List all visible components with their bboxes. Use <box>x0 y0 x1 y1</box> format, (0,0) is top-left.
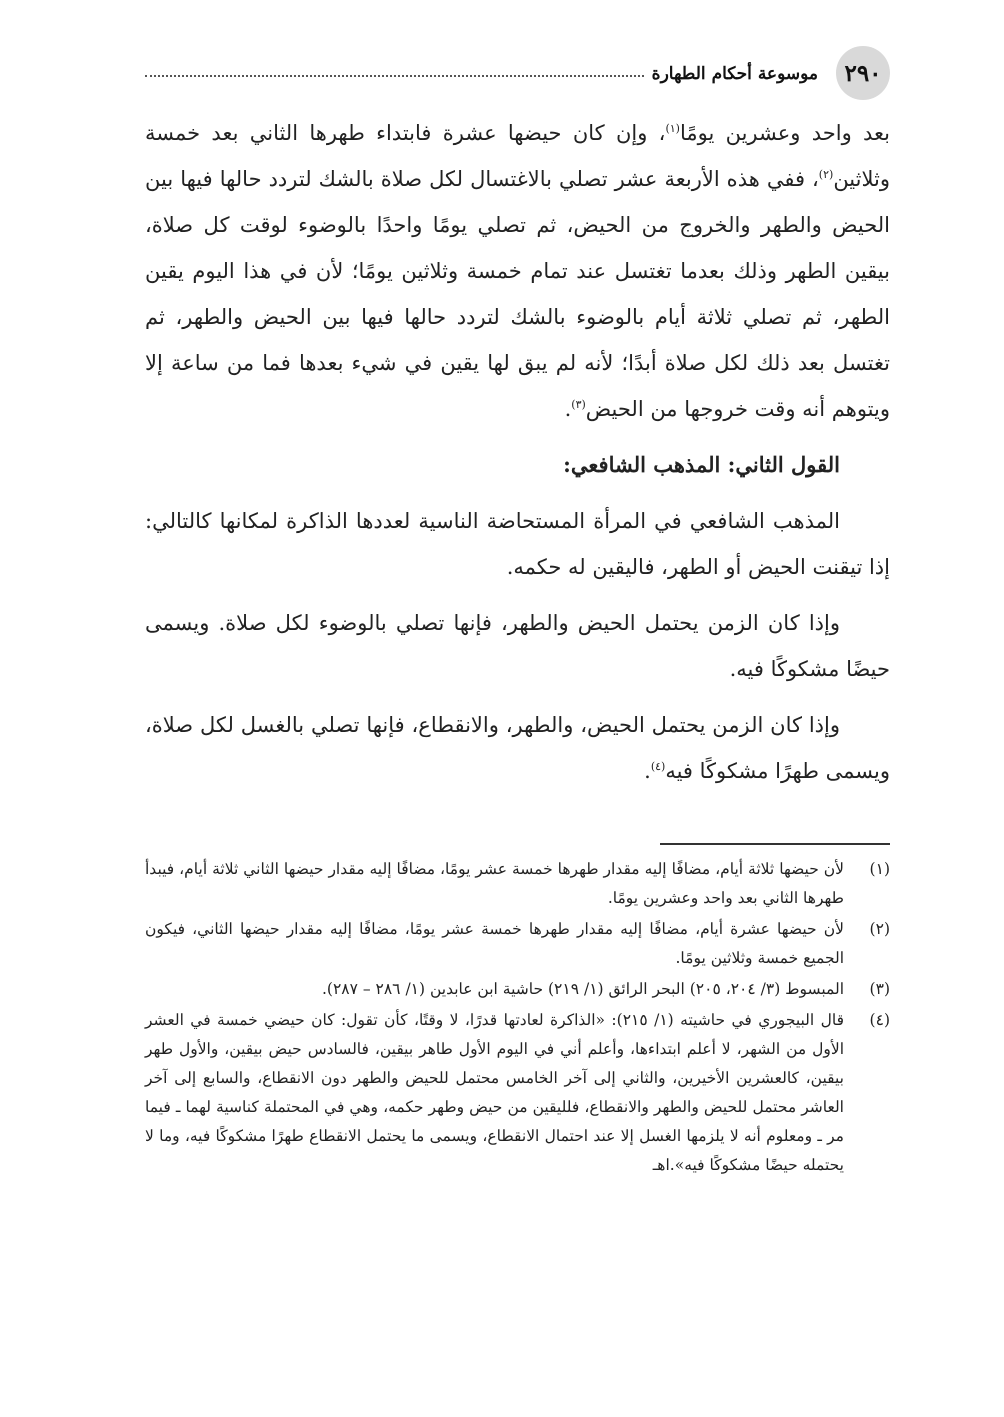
footnote-ref-4[interactable]: (٤) <box>650 760 666 773</box>
header-dotted-rule <box>145 75 644 77</box>
paragraph-1 <box>145 110 890 432</box>
section-heading: القول الثاني: المذهب الشافعي: <box>563 452 840 477</box>
main-text <box>145 110 890 794</box>
paragraph-3: وإذا كان الزمن يحتمل الحيض والطهر، فإنها تصلي بالوضوء لكل صلاة. ويسمى حيضًا مشكوكًا فيه. <box>145 611 890 681</box>
running-title: موسوعة أحكام الطهارة <box>651 64 818 84</box>
footnote-text: المبسوط (٣/ ٢٠٤، ٢٠٥) البحر الرائق (١/ ٢١٩) حاشية ابن عابدين (١/ ٢٨٦ – ٢٨٧). <box>321 980 844 998</box>
footnote <box>145 915 890 973</box>
paragraph-1-part-1: بعد واحد وعشرين يومًا <box>679 121 891 145</box>
footnote-text: لأن حيضها ثلاثة أيام، مضافًا إليه مقدار طهرها خمسة عشر يومًا، مضافًا إليه مقدار حيضها الثاني ثلاثة أيام، فيبدأ طهرها الثاني بعد واحد وعشرين يومًا. <box>145 860 844 907</box>
paragraph-4-part-1: وإذا كان الزمن يحتمل الحيض، والطهر، والانقطاع، فإنها تصلي بالغسل لكل صلاة، ويسمى طهرًا مشكوكًا فيه <box>145 713 890 783</box>
footnote-number: (٤) <box>869 1011 890 1029</box>
footnote-number: (١) <box>869 860 890 878</box>
footnote-number: (٢) <box>869 920 890 938</box>
footnote <box>145 1006 890 1180</box>
paragraph-1-part-4: . <box>564 397 572 421</box>
paragraph-1-part-3: ، ففي هذه الأربعة عشر تصلي بالاغتسال لكل صلاة بالشك لتردد حالها فيها بين الحيض والطهر والخروج من الحيض، ثم تصلي يومًا واحدًا بالوضوء لوقت كل صلاة، بيقين الطهر وذلك بعدما تغتسل عند تمام خمسة وثلاثين يومًا؛ لأن في هذا اليوم يقين الطهر، ثم تصلي ثلاثة أيام بالوضوء بالشك لتردد حالها فيها بين الحيض والطهر، ثم تغتسل بعد ذلك لكل صلاة أبدًا؛ لأنه لم يبق لها يقين في شيء بعدها فما من ساعة إلا ويتوهم أنه وقت خروجها من الحيض <box>145 167 890 421</box>
footnotes <box>145 855 890 1182</box>
footnote-text: لأن حيضها عشرة أيام، مضافًا إليه مقدار طهرها خمسة عشر يومًا، مضافًا إليه مقدار حيضها الثاني، فيكون الجميع خمسة وثلاثين يومًا. <box>145 920 844 967</box>
running-header <box>145 63 826 85</box>
footnote <box>145 855 890 913</box>
footnote-text: قال البيجوري في حاشيته (١/ ٢١٥): «الذاكرة لعادتها قدرًا، لا وقتًا، كأن تقول: كان حيضي خمسة في العشر الأول من الشهر، لا أعلم ابتداءها، وأعلم أني في اليوم الأول طاهر بيقين، فالسادس حيض بيقين، والأول طهر بيقين، كالعشرين الأخيرين، والثاني إلى آخر الخامس محتمل للحيض والطهر دون الانقطاع، والسابع إلى آخر العاشر محتمل للحيض والطهر والانقطاع، فلليقين من حيض وطهر حكمه، وهي في المحتملة كناسية لهما ـ فيما مر ـ ومعلوم أنه لا يلزمها الغسل إلا عند احتمال الانقطاع، ويسمى ما يحتمل الانقطاع طهرًا مشكوكًا فيه، وما لا يحتمله حيضًا مشكوكًا فيه».اهـ <box>145 1011 845 1174</box>
footnote-ref-3[interactable]: (٣) <box>571 398 586 411</box>
page-header <box>145 46 890 102</box>
footnote-ref-2[interactable]: (٢) <box>818 168 834 181</box>
paragraph-4 <box>145 702 890 794</box>
footnote-number: (٣) <box>869 980 890 998</box>
footnote-separator <box>660 843 890 845</box>
paragraph-2: المذهب الشافعي في المرأة المستحاضة الناسية لعددها الذاكرة لمكانها كالتالي: إذا تيقنت الحيض أو الطهر، فاليقين له حكمه. <box>145 509 890 579</box>
page-number-badge: ٢٩٠ <box>836 46 890 100</box>
paragraph-4-part-2: . <box>644 759 651 783</box>
footnote-ref-1[interactable]: (١) <box>665 122 680 135</box>
footnote <box>145 975 890 1004</box>
paragraph-1-part-2: ، وإن كان حيضها عشرة فابتداء طهرها الثاني بعد خمسة وثلاثين <box>145 121 890 191</box>
